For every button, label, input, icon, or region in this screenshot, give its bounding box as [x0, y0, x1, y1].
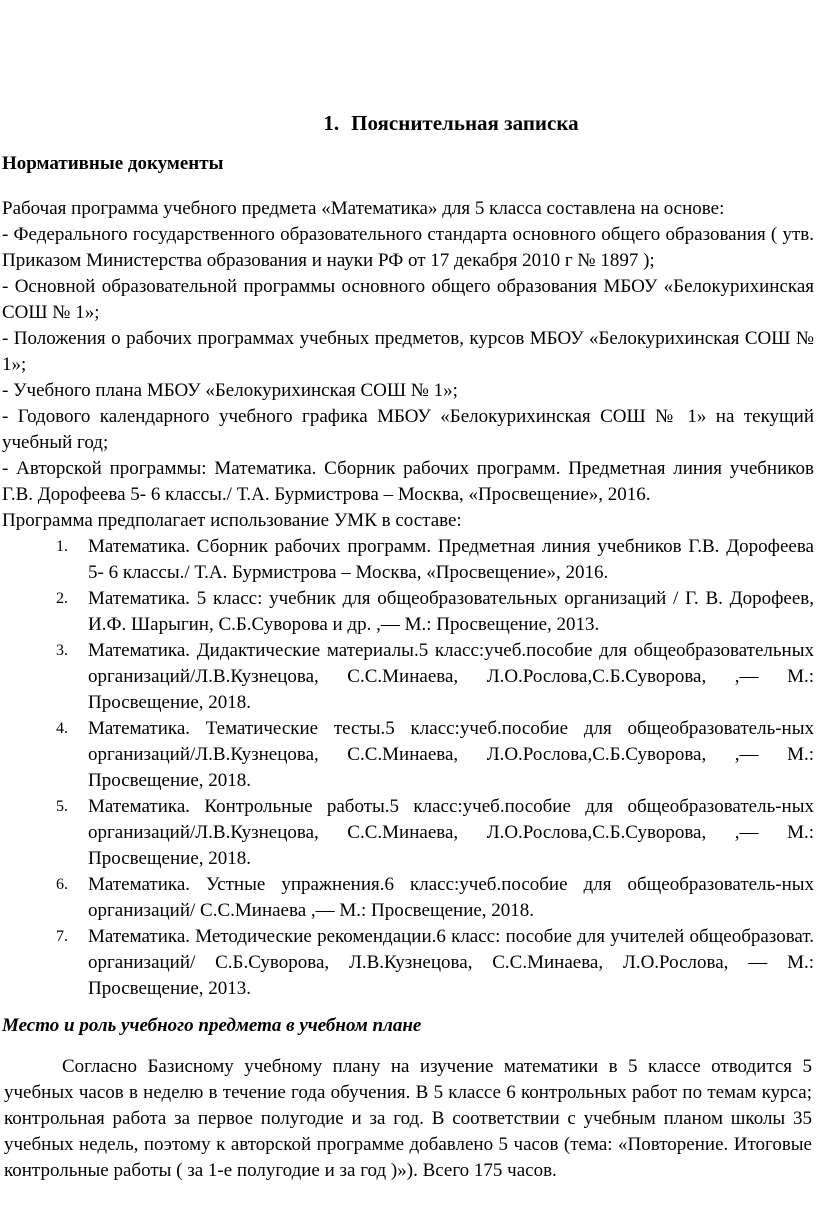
section-paragraph: Согласно Базисному учебному плану на изучение математики в 5 классе отводится 5 учебных часов в неделю в течение года обучения. В 5 классе 6 контрольных работ по темам курса; контрольная работа за первое полугодие и за год. В соответствии с учебным планом школы 35 учебных недель, поэтому к авторской программе добавлено 5 часов (тема: «Повторение. Итоговые контрольные работы ( за 1-е полугодие и за год )»). Всего 175 часов.: [4, 1056, 812, 1181]
title-text: Пояснительная записка: [351, 111, 579, 135]
umk-list: [2, 534, 814, 1002]
list-item-text: Математика. Устные упражнения.6 класс:учеб.пособие для общеобразователь-ных организаций/ С.С.Минаева ,— М.: Просвещение, 2018.: [88, 874, 814, 921]
list-number: 5.: [56, 798, 68, 815]
basis-item-curriculum: - Учебного плана МБОУ «Белокурихинская СОШ № 1»;: [2, 380, 458, 401]
list-number: 2.: [56, 590, 68, 607]
normative-heading: Нормативные документы: [2, 153, 224, 174]
basis-item-oop: - Основной образовательной программы основного общего образования МБОУ «Белокурихинская СОШ № 1»;: [2, 276, 814, 323]
list-number: 7.: [56, 928, 68, 945]
basis-item-fgos: - Федерального государственного образовательного стандарта основного общего образования ( утв. Приказом Министерства образования и науки РФ от 17 декабря 2010 г № 1897 );: [2, 224, 814, 271]
intro-line: Рабочая программа учебного предмета «Математика» для 5 класса составлена на основе:: [2, 198, 725, 219]
umk-list-item: [56, 872, 814, 924]
page-title: [0, 110, 816, 136]
title-number: 1.: [323, 111, 340, 135]
basis-item-regulation: - Положения о рабочих программах учебных предметов, курсов МБОУ «Белокурихинская СОШ № 1»;: [2, 328, 814, 375]
basis-item-author-program: - Авторской программы: Математика. Сборник рабочих программ. Предметная линия учебников Г.В. Дорофеева 5- 6 классы./ Т.А. Бурмистрова – Москва, «Просвещение», 2016.: [2, 458, 814, 505]
normative-body: [2, 196, 814, 1002]
umk-intro: Программа предполагает использование УМК в составе:: [2, 510, 462, 531]
umk-list-item: [56, 638, 814, 716]
list-item-text: Математика. 5 класс: учебник для общеобразовательных организаций / Г. В. Дорофеев, И.Ф. Шарыгин, С.Б.Суворова и др. ,— М.: Просвещение, 2013.: [88, 588, 814, 635]
basis-item-schedule: - Годового календарного учебного графика МБОУ «Белокурихинская СОШ № 1» на текущий учебный год;: [2, 406, 814, 453]
list-item-text: Математика. Тематические тесты.5 класс:учеб.пособие для общеобразователь-ных организаций/Л.В.Кузнецова, С.С.Минаева, Л.О.Рослова,С.Б.Суворова, ,— М.: Просвещение, 2018.: [88, 718, 814, 791]
list-number: 6.: [56, 876, 68, 893]
list-item-text: Математика. Методические рекомендации.6 класс: пособие для учителей общеобразоват. организаций/ С.Б.Суворова, Л.В.Кузнецова, С.С.Минаева, Л.О.Рослова, — М.: Просвещение, 2013.: [88, 926, 814, 999]
list-item-text: Математика. Сборник рабочих программ. Предметная линия учебников Г.В. Дорофеева 5- 6 классы./ Т.А. Бурмистрова – Москва, «Просвещение», 2016.: [88, 536, 814, 583]
section-heading-place-and-role: Место и роль учебного предмета в учебном плане: [2, 1015, 422, 1036]
umk-list-item: [56, 716, 814, 794]
umk-list-item: [56, 534, 814, 586]
list-number: 4.: [56, 720, 68, 737]
list-item-text: Математика. Дидактические материалы.5 класс:учеб.пособие для общеобразовательных организаций/Л.В.Кузнецова, С.С.Минаева, Л.О.Рослова,С.Б.Суворова, ,— М.: Просвещение, 2018.: [88, 640, 814, 713]
umk-list-item: [56, 924, 814, 1002]
list-item-text: Математика. Контрольные работы.5 класс:учеб.пособие для общеобразователь-ных организаций/Л.В.Кузнецова, С.С.Минаева, Л.О.Рослова,С.Б.Суворова, ,— М.: Просвещение, 2018.: [88, 796, 814, 869]
list-number: 3.: [56, 642, 68, 659]
umk-list-item: [56, 586, 814, 638]
list-number: 1.: [56, 538, 68, 555]
umk-list-item: [56, 794, 814, 872]
